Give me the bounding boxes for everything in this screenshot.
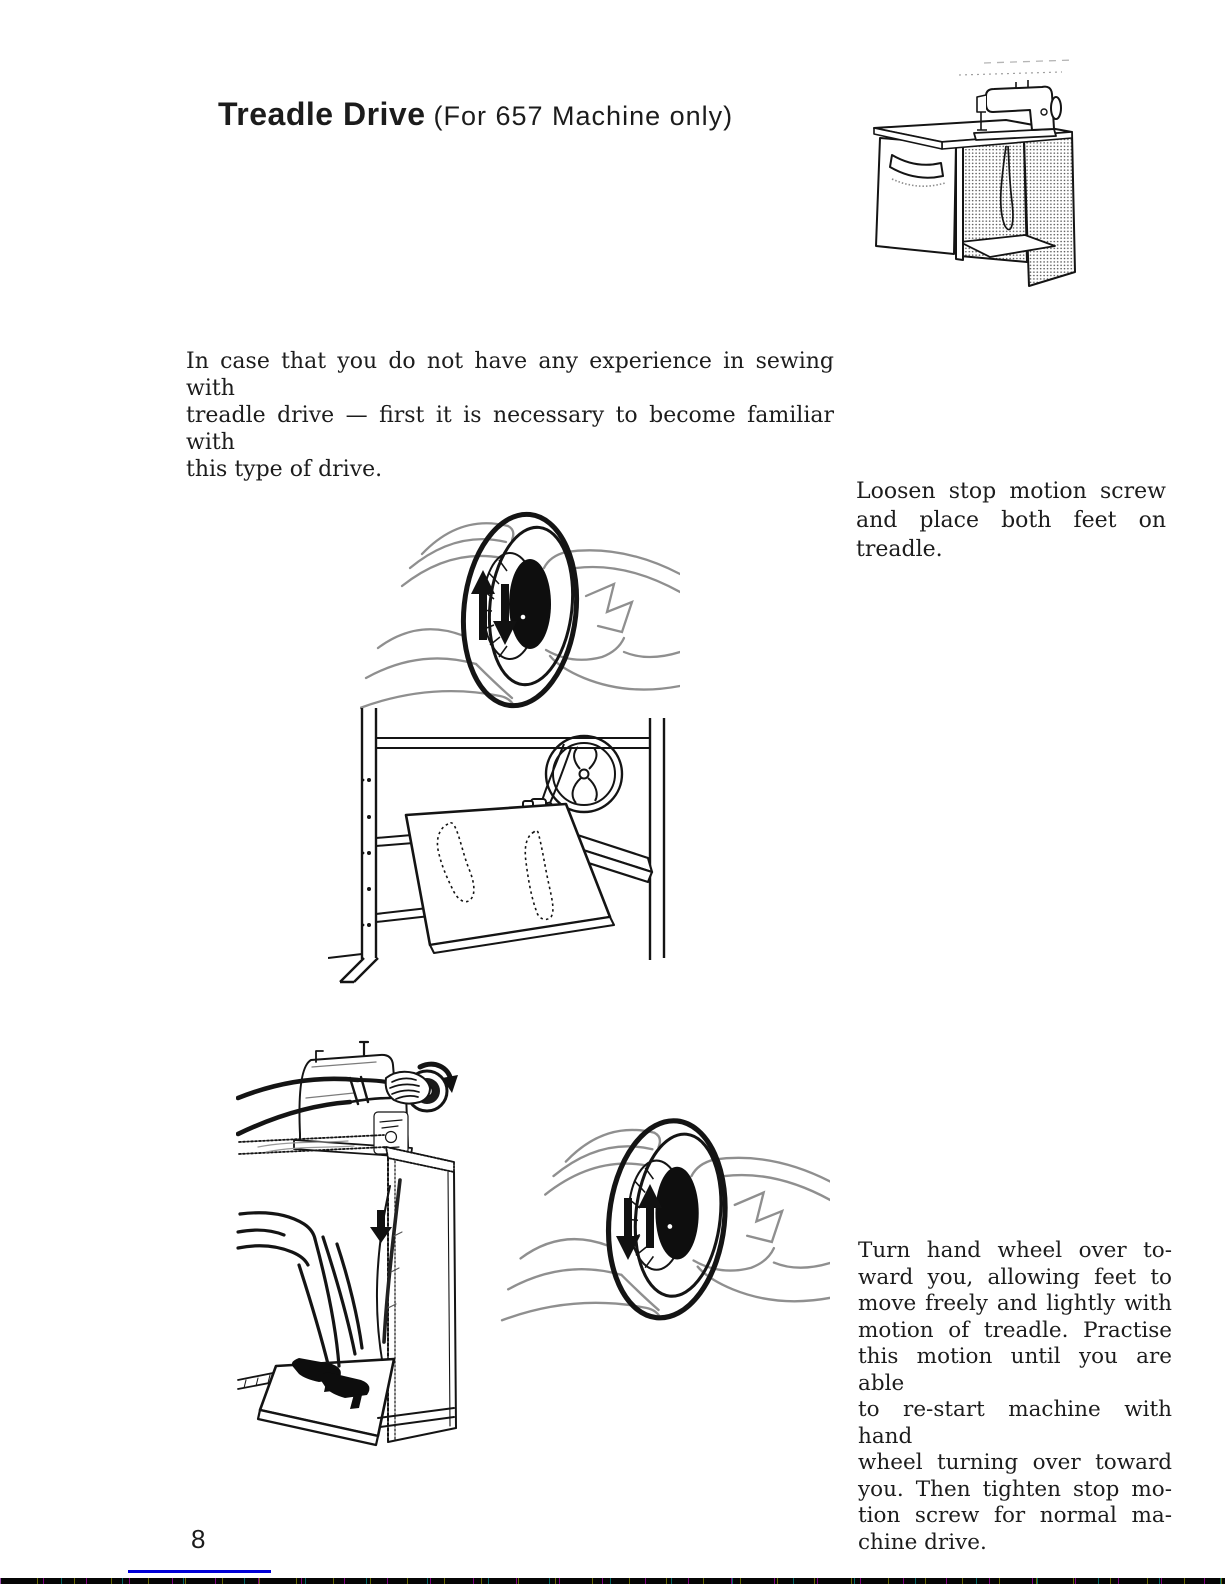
intro-line: In case that you do not have any experience in sewing with: [186, 349, 834, 401]
operator-legs: [238, 1213, 362, 1368]
caption-line: treadle.: [856, 537, 943, 562]
caption-line: motion of treadle. Practise: [858, 1317, 1172, 1343]
title-suffix: (For 657 Machine only): [433, 101, 734, 131]
intro-paragraph: [186, 348, 834, 483]
blue-divider-line: [128, 1570, 271, 1573]
page-title: [218, 96, 733, 133]
caption-line: and place both feet on: [856, 508, 1166, 533]
page-number: 8: [191, 1524, 206, 1554]
caption-turn: [858, 1238, 1172, 1556]
caption-line: you. Then tighten stop mo-: [858, 1476, 1172, 1502]
caption-loosen: [856, 477, 1166, 564]
intro-line: this type of drive.: [186, 457, 383, 482]
caption-line: move freely and lightly with: [858, 1291, 1172, 1316]
caption-line: Turn hand wheel over to-: [858, 1238, 1172, 1263]
caption-line: ward you, allowing feet to: [858, 1264, 1172, 1290]
handwheel-tighten-illustration: [500, 1090, 830, 1342]
scan-artifact: [959, 72, 1062, 75]
caption-line: tion screw for normal ma-: [858, 1503, 1172, 1528]
treadle-rod: [378, 1408, 454, 1427]
operator-illustration: [236, 1036, 466, 1454]
caption-line: this motion until you are able: [858, 1344, 1172, 1396]
cabinet-illustration: [856, 50, 1082, 296]
caption-line: wheel turning over toward: [858, 1450, 1172, 1475]
scan-edge-artifact: [0, 1578, 1225, 1584]
title-text: Treadle Drive: [218, 96, 426, 132]
intro-line: treadle drive — first it is necessary to become familiar with: [186, 403, 834, 455]
caption-line: Loosen stop motion screw: [856, 479, 1166, 504]
handwheel-release-illustration: [360, 500, 680, 722]
caption-line: to re-start machine with hand: [858, 1397, 1172, 1449]
treadle-illustration: [328, 708, 696, 986]
caption-line: chine drive.: [858, 1529, 987, 1555]
scan-artifact: [984, 60, 1074, 63]
